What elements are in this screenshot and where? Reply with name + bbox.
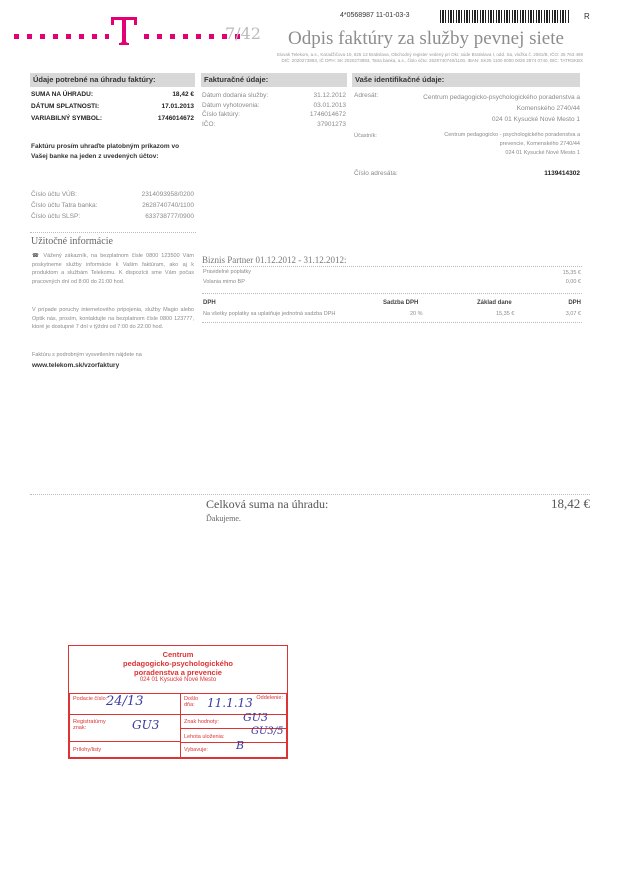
stamp-cell-vybavuje — [180, 739, 287, 758]
stamp-cell-podacie — [69, 693, 181, 715]
stamp-line-2: pedagogicko-psychologického — [122, 659, 234, 668]
document-title: Odpis faktúry za služby pevnej siete — [288, 28, 564, 49]
address-line: 024 01 Kysucké Nové Mesto 1 — [491, 116, 580, 123]
ico-label: IČO: — [202, 120, 216, 128]
phone-icon: ☎ — [32, 253, 44, 259]
invoice-number-label: Číslo faktúry: — [202, 111, 240, 118]
account-label: Číslo účtu SLSP: — [31, 213, 81, 220]
recipient-label: Číslo adresáta: — [354, 170, 398, 177]
barcode-mark: R — [584, 12, 590, 21]
stamp-cell-registratura — [69, 714, 181, 742]
biznis-rows — [203, 270, 581, 288]
stamp-cell-prilohy — [69, 741, 181, 758]
vat-row-label: Na všetky poplatky sa uplatňuje jednotná sadzba DPH — [203, 311, 336, 317]
doslo-value: 11.1.13 — [207, 696, 253, 710]
divider — [202, 266, 582, 267]
variable-symbol-label: VARIABILNÝ SYMBOL: — [31, 115, 103, 122]
account-value: 633738777/0900 — [145, 213, 194, 220]
handwritten-mark: 7/42 — [225, 24, 261, 43]
stamp-line-3: poradenstva a prevencie — [134, 668, 222, 677]
vat-row — [203, 311, 581, 320]
issue-date-label: Dátum vyhotovenia: — [202, 101, 260, 109]
znak-value: GU3 — [243, 711, 269, 724]
vat-header — [203, 300, 581, 309]
invoice-heading: Fakturačné údaje: — [201, 73, 347, 87]
vat-row-base: 15,35 € — [496, 311, 515, 317]
due-date-label: DÁTUM SPLATNOSTI: — [31, 103, 100, 110]
biznis-title: Biznis Partner 01.12.2012 - 31.12.2012: — [202, 255, 347, 265]
vybavuje-label: Vybavuje: — [184, 747, 208, 753]
info-paragraph-2: V prípade poruchy internetového pripojenia, služby Magio alebo Optik nás, prosím, kontaktujte na bezplatnom čísle 0800 123777, ktoré je dostupné 7 dní v týždni od 7:00 do 22:00 hod. — [32, 307, 194, 330]
invoice-number-value: 1746014672 — [309, 111, 346, 118]
account-value: 2628740740/1100 — [142, 202, 194, 209]
calls-value: 0,00 € — [565, 279, 581, 285]
participant-line: 024 01 Kysucké Nové Mesto 1 — [505, 150, 580, 156]
amount-value: 18,42 € — [172, 91, 194, 98]
reg-label: Registratúrny znak: — [73, 719, 106, 731]
thanks-text: Ďakujeme. — [206, 514, 241, 523]
due-date-value: 17.01.2013 — [161, 103, 194, 110]
podacie-label: Podacie číslo: — [73, 696, 108, 702]
address-line: Centrum pedagogicko-psychologického poradenstva a — [423, 94, 580, 101]
oddelenie-label: Oddelenie: — [256, 695, 283, 701]
reg-value: GU3 — [132, 718, 160, 732]
bank-accounts — [31, 191, 194, 224]
registry-stamp — [68, 645, 288, 759]
vat-col-amount: DPH — [568, 300, 581, 306]
divider — [30, 494, 590, 495]
delivery-date-value: 31.12.2012 — [313, 92, 346, 99]
address-label: Adresát: — [354, 92, 379, 99]
prilohy-label: Prílohy/listy — [73, 747, 102, 753]
issue-date-value: 03.01.2013 — [313, 101, 346, 109]
recipient-value: 1139414302 — [544, 170, 580, 177]
recipient-number — [354, 170, 580, 177]
doslo-label: Došlo dňa: — [184, 696, 199, 708]
stamp-cell-doslo — [180, 693, 287, 715]
account-label: Číslo účtu Tatra banka: — [31, 202, 98, 209]
address-block — [390, 92, 580, 125]
info-heading: Užitočné informácie — [31, 236, 113, 247]
fee-value: 15,35 € — [562, 270, 581, 276]
podacie-value: 24/13 — [106, 694, 144, 709]
participant-line: Centrum pedagogicko - psychologického poradenstva a — [444, 132, 580, 138]
stamp-line-1: Centrum — [162, 650, 194, 659]
telekom-logo — [109, 14, 139, 48]
participant-label: Účastník: — [354, 133, 377, 139]
divider — [202, 322, 582, 323]
total-label: Celková suma na úhradu: — [206, 497, 329, 511]
lehota-value: GU3/5 — [251, 726, 284, 737]
info-paragraph-3: Faktúru s podrobným vysvetlením nájdete na — [32, 352, 142, 358]
participant-block — [395, 131, 580, 158]
info-link[interactable]: www.telekom.sk/vzorfaktury — [32, 362, 120, 369]
lehota-label: Lehota uloženia: — [184, 734, 225, 740]
calls-label: Volania mimo BP — [203, 279, 245, 285]
vybavuje-value: B — [236, 739, 245, 752]
invoice-details — [202, 92, 346, 130]
payment-details — [31, 91, 194, 127]
total-value: 18,42 € — [551, 496, 590, 511]
identification-heading: Vaše identifikačné údaje: — [352, 73, 580, 87]
variable-symbol-value: 1746014672 — [157, 115, 194, 122]
vat-col-base: Základ dane — [477, 300, 512, 306]
account-label: Číslo účtu VÚB: — [31, 191, 77, 198]
amount-label: SUMA NA ÚHRADU: — [31, 91, 93, 98]
divider — [30, 232, 196, 233]
znak-label: Znak hodnoty: — [184, 719, 219, 725]
ico-value: 37901273 — [317, 120, 346, 128]
payment-request: Faktúru prosím uhraďte platobným príkazom vo Vašej banke na jeden z uvedených účtov: — [31, 143, 180, 160]
company-address-1: Slovak Telekom, a.s., Karadžičova 10, 825 13 Bratislava, Obchodný register vedený pri Okr. súde Bratislava I, odd. Sa, vložka č. 2081/B, IČO: 35 763 469 — [276, 52, 583, 57]
vat-col-dph: DPH — [203, 300, 216, 306]
vat-row-rate: 20 % — [410, 311, 423, 317]
barcode-number: 4*0568987 11-01-03-3 — [340, 12, 410, 19]
barcode — [440, 10, 570, 23]
vat-col-rate: Sadzba DPH — [383, 300, 419, 306]
participant-line: prevencie, Komenského 2740/44 — [499, 141, 580, 147]
info-paragraph-1: ☎ Vážený zákazník, na bezplatnom čísle 0800 123500 Vám poskytneme služby informácie k Vašim faktúram, ako aj k produktom a službám Telekomu. K dispozícii sme Vám počas pracovných dní od 8:00 do 21:00 hod. — [32, 253, 194, 285]
fee-label: Pravidelné poplatky — [203, 269, 252, 275]
stamp-line-4: 024 01 Kysucké Nové Mesto — [139, 677, 217, 683]
stamp-cell-lehota — [180, 728, 287, 743]
payment-heading: Údaje potrebné na úhradu faktúry: — [30, 73, 195, 87]
divider — [202, 293, 582, 294]
address-line: Komenského 2740/44 — [516, 105, 580, 112]
delivery-date-label: Dátum dodania služby: — [202, 92, 269, 99]
company-address-2: DIČ: 2020273893, IČ DPH: SK 2020273893, Tatra banka, a.s., číslo účtu: 2628740740/1100, IBAN: SK25 1100 0000 0026 2874 0740, BIC: TATRSKBX — [281, 58, 583, 63]
account-value: 2314093958/0200 — [141, 191, 194, 198]
vat-row-amount: 3,07 € — [565, 311, 581, 317]
